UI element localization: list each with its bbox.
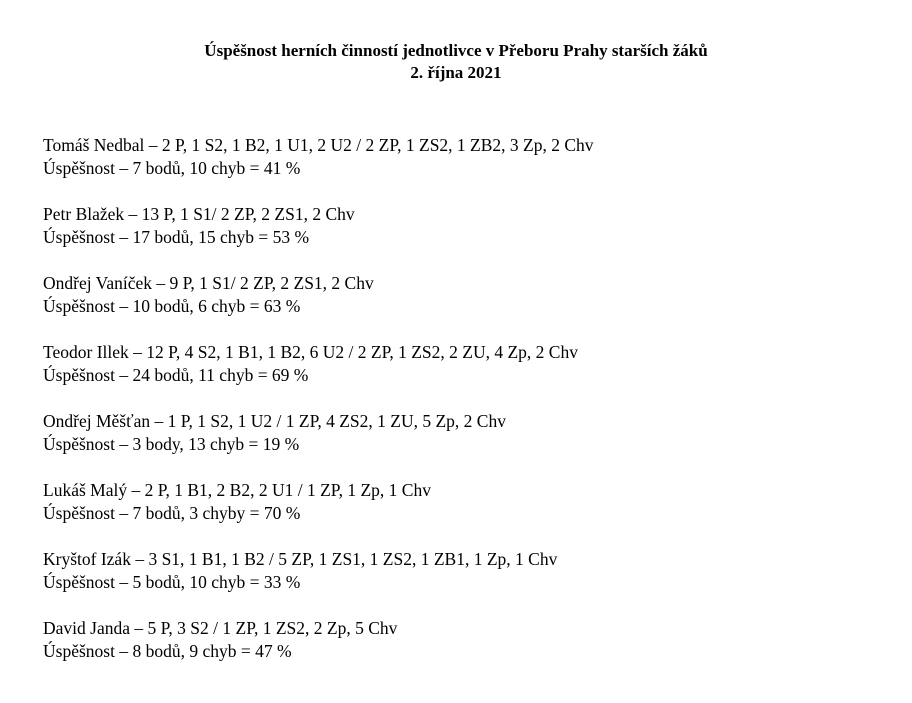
document-title: Úspěšnost herních činností jednotlivce v Přeboru Prahy starších žáků: [204, 41, 708, 60]
player-success: Úspěšnost – 8 bodů, 9 chyb = 47 %: [43, 641, 292, 661]
player-stats: Lukáš Malý – 2 P, 1 B1, 2 B2, 2 U1 / 1 ZP, 1 Zp, 1 Chv: [43, 480, 431, 500]
player-success: Úspěšnost – 3 body, 13 chyb = 19 %: [43, 434, 300, 454]
document-date: 2. října 2021: [410, 63, 502, 82]
player-success: Úspěšnost – 10 bodů, 6 chyb = 63 %: [43, 296, 301, 316]
document-header: [0, 40, 912, 84]
player-success: Úspěšnost – 5 bodů, 10 chyb = 33 %: [43, 572, 301, 592]
player-entry-blazek: [43, 203, 893, 272]
player-entry-vanicek: [43, 272, 893, 341]
player-stats: Ondřej Měšťan – 1 P, 1 S2, 1 U2 / 1 ZP, 4 ZS2, 1 ZU, 5 Zp, 2 Chv: [43, 411, 506, 431]
player-list: [43, 134, 893, 686]
player-success: Úspěšnost – 24 bodů, 11 chyb = 69 %: [43, 365, 309, 385]
player-stats: David Janda – 5 P, 3 S2 / 1 ZP, 1 ZS2, 2 Zp, 5 Chv: [43, 618, 398, 638]
player-stats: Kryštof Izák – 3 S1, 1 B1, 1 B2 / 5 ZP, 1 ZS1, 1 ZS2, 1 ZB1, 1 Zp, 1 Chv: [43, 549, 558, 569]
player-stats: Teodor Illek – 12 P, 4 S2, 1 B1, 1 B2, 6 U2 / 2 ZP, 1 ZS2, 2 ZU, 4 Zp, 2 Chv: [43, 342, 578, 362]
player-success: Úspěšnost – 7 bodů, 10 chyb = 41 %: [43, 158, 301, 178]
player-entry-illek: [43, 341, 893, 410]
player-entry-janda: [43, 617, 893, 686]
player-entry-mestan: [43, 410, 893, 479]
player-entry-maly: [43, 479, 893, 548]
player-entry-izak: [43, 548, 893, 617]
player-stats: Ondřej Vaníček – 9 P, 1 S1/ 2 ZP, 2 ZS1, 2 Chv: [43, 273, 374, 293]
player-stats: Tomáš Nedbal – 2 P, 1 S2, 1 B2, 1 U1, 2 U2 / 2 ZP, 1 ZS2, 1 ZB2, 3 Zp, 2 Chv: [43, 135, 594, 155]
player-success: Úspěšnost – 17 bodů, 15 chyb = 53 %: [43, 227, 310, 247]
player-entry-nedbal: [43, 134, 893, 203]
player-stats: Petr Blažek – 13 P, 1 S1/ 2 ZP, 2 ZS1, 2 Chv: [43, 204, 355, 224]
player-success: Úspěšnost – 7 bodů, 3 chyby = 70 %: [43, 503, 301, 523]
